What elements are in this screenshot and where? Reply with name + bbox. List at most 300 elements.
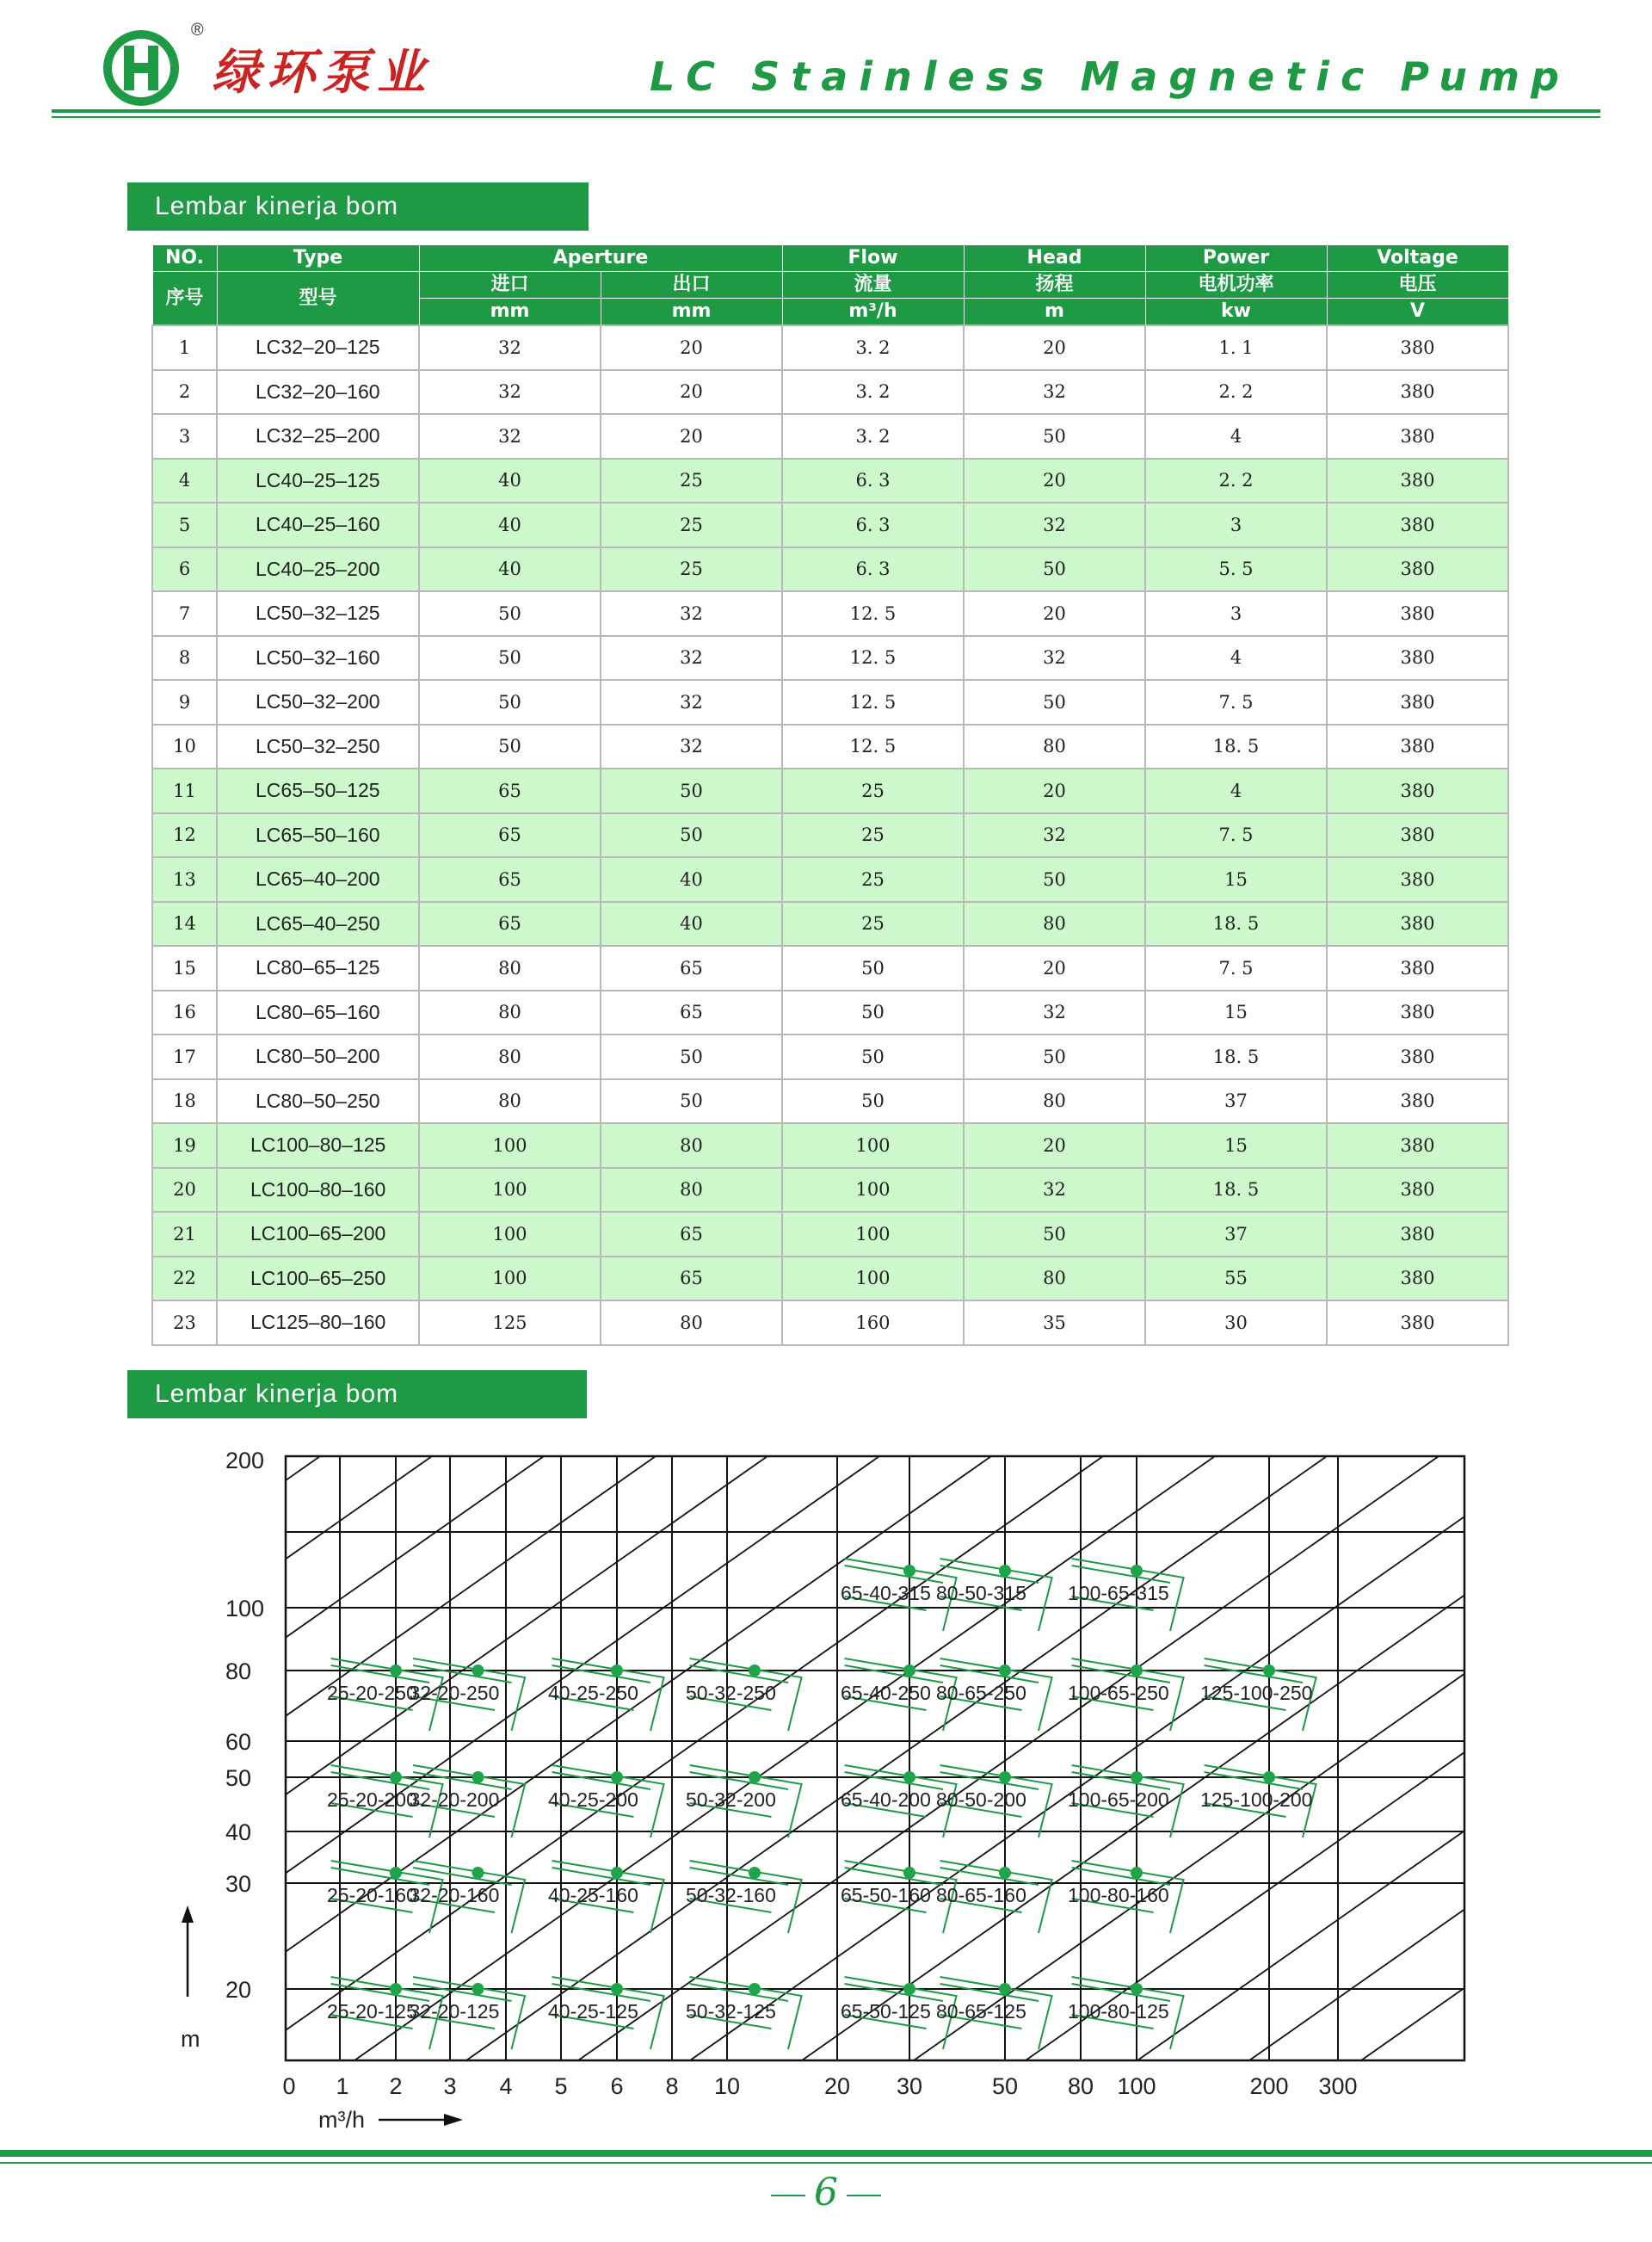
data-point [749,1771,761,1783]
table-row [152,591,1508,636]
cell-voltage: 380 [1327,680,1508,725]
cell-inlet: 65 [419,769,601,813]
table-body [152,325,1508,1345]
cell-no: 22 [152,1257,217,1301]
x-axis-ticks [282,2073,1357,2099]
table-row [152,414,1508,459]
cell-power: 55 [1145,1257,1327,1301]
data-point [999,1867,1011,1879]
cell-outlet: 20 [601,414,782,459]
cell-flow: 12. 5 [782,725,964,769]
cell-type: LC32–25–200 [217,414,419,459]
unit-inlet: mm [419,299,601,326]
cell-flow: 12. 5 [782,591,964,636]
table-row [152,459,1508,503]
cell-flow: 3. 2 [782,414,964,459]
cell-no: 2 [152,370,217,415]
cell-power: 15 [1145,991,1327,1035]
cell-head: 32 [964,370,1145,415]
point-label: 40-25-125 [548,2000,638,2023]
cell-no: 4 [152,459,217,503]
point-label: 80-50-315 [936,1582,1026,1604]
col-header-aperture: Aperture [419,245,782,272]
cell-flow: 50 [782,991,964,1035]
col-header-power: Power [1145,245,1327,272]
cell-type: LC100–80–125 [217,1123,419,1168]
cell-no: 21 [152,1212,217,1257]
point-label: 65-40-315 [841,1582,931,1604]
table-row [152,725,1508,769]
data-point [1263,1665,1275,1677]
y-tick-label: 30 [225,1871,252,1897]
brand-name-chinese: 绿环泵业 [212,44,432,101]
header-row-chinese [152,272,1508,299]
data-point [611,1771,623,1783]
x-tick-label: 30 [896,2073,923,2099]
y-tick-label: 40 [225,1819,252,1845]
point-label: 65-40-200 [841,1788,931,1811]
cell-outlet: 65 [601,1257,782,1301]
cell-flow: 160 [782,1300,964,1345]
point-label: 40-25-160 [548,1884,638,1906]
table-row [152,1212,1508,1257]
cell-head: 50 [964,547,1145,592]
data-point [903,1867,915,1879]
unit-voltage: V [1327,299,1508,326]
cell-no: 14 [152,902,217,947]
cell-type: LC80–65–125 [217,946,419,991]
y-tick-label: 100 [225,1596,265,1621]
x-tick-label: 100 [1117,2073,1156,2099]
cell-flow: 100 [782,1257,964,1301]
cell-flow: 6. 3 [782,459,964,503]
data-point [1131,1771,1143,1783]
col-header-flow-cn: 流量 [782,272,964,299]
x-tick-label: 5 [554,2073,568,2099]
cell-outlet: 50 [601,1035,782,1079]
col-header-power-cn: 电机功率 [1145,272,1327,299]
cell-voltage: 380 [1327,1035,1508,1079]
cell-inlet: 50 [419,636,601,681]
registered-mark: ® [191,21,204,40]
data-point [472,1771,484,1783]
cell-inlet: 65 [419,857,601,902]
point-label: 65-50-125 [841,2000,931,2023]
cell-voltage: 380 [1327,1257,1508,1301]
table-row [152,813,1508,858]
table-row [152,946,1508,991]
unit-power: kw [1145,299,1327,326]
col-header-flow: Flow [782,245,964,272]
data-point [1131,1565,1143,1577]
x-axis-label: m³/h [318,2107,365,2133]
cell-outlet: 20 [601,325,782,370]
cell-flow: 3. 2 [782,370,964,415]
col-header-voltage: Voltage [1327,245,1508,272]
cell-head: 80 [964,1257,1145,1301]
y-tick-label: 50 [225,1765,252,1791]
cell-flow: 100 [782,1123,964,1168]
cell-outlet: 25 [601,547,782,592]
data-point [472,1665,484,1677]
data-point [903,1771,915,1783]
cell-voltage: 380 [1327,1123,1508,1168]
cell-head: 20 [964,769,1145,813]
cell-inlet: 65 [419,813,601,858]
cell-outlet: 40 [601,857,782,902]
cell-power: 18. 5 [1145,902,1327,947]
cell-power: 4 [1145,769,1327,813]
cell-type: LC40–25–125 [217,459,419,503]
cell-type: LC50–32–200 [217,680,419,725]
cell-no: 1 [152,325,217,370]
cell-voltage: 380 [1327,902,1508,947]
point-label: 25-20-160 [327,1884,417,1906]
cell-inlet: 65 [419,902,601,947]
cell-inlet: 80 [419,1035,601,1079]
x-tick-label: 20 [823,2073,851,2099]
cell-type: LC80–50–200 [217,1035,419,1079]
cell-voltage: 380 [1327,370,1508,415]
table-row [152,1079,1508,1124]
table-row [152,769,1508,813]
cell-power: 3 [1145,503,1327,547]
point-label: 65-40-250 [841,1682,931,1704]
data-point [749,1983,761,1995]
cell-no: 12 [152,813,217,858]
col-header-inlet-cn: 进口 [419,272,601,299]
point-label: 50-32-125 [686,2000,776,2023]
point-label: 25-20-250 [327,1682,417,1704]
point-label: 50-32-250 [686,1682,776,1704]
cell-head: 20 [964,325,1145,370]
cell-no: 16 [152,991,217,1035]
cell-power: 30 [1145,1300,1327,1345]
cell-inlet: 32 [419,414,601,459]
cell-head: 20 [964,1123,1145,1168]
cell-voltage: 380 [1327,991,1508,1035]
cell-inlet: 100 [419,1257,601,1301]
point-label: 80-65-160 [936,1884,1026,1906]
data-point [611,1983,623,1995]
cell-type: LC65–50–125 [217,769,419,813]
table-row [152,370,1508,415]
cell-outlet: 80 [601,1300,782,1345]
cell-head: 50 [964,1035,1145,1079]
cell-inlet: 80 [419,1079,601,1124]
cell-head: 50 [964,857,1145,902]
cell-no: 3 [152,414,217,459]
cell-head: 50 [964,1212,1145,1257]
cell-voltage: 380 [1327,813,1508,858]
cell-head: 50 [964,680,1145,725]
cell-inlet: 32 [419,325,601,370]
x-tick-label: 1 [336,2073,349,2099]
data-point [390,1665,402,1677]
cell-inlet: 32 [419,370,601,415]
cell-no: 7 [152,591,217,636]
cell-power: 7. 5 [1145,813,1327,858]
cell-type: LC32–20–125 [217,325,419,370]
cell-head: 20 [964,591,1145,636]
point-label: 80-65-125 [936,2000,1026,2023]
data-point [1131,1665,1143,1677]
data-point [903,1665,915,1677]
x-tick-label: 80 [1067,2073,1094,2099]
cell-power: 7. 5 [1145,946,1327,991]
cell-voltage: 380 [1327,769,1508,813]
cell-voltage: 380 [1327,1168,1508,1213]
cell-inlet: 100 [419,1212,601,1257]
cell-power: 37 [1145,1079,1327,1124]
data-point [999,1983,1011,1995]
cell-head: 80 [964,725,1145,769]
cell-voltage: 380 [1327,547,1508,592]
cell-voltage: 380 [1327,857,1508,902]
cell-power: 18. 5 [1145,1168,1327,1213]
cell-type: LC65–50–160 [217,813,419,858]
x-tick-label: 4 [499,2073,513,2099]
cell-no: 6 [152,547,217,592]
table-row [152,857,1508,902]
section-title-chart: Lembar kinerja bom [127,1370,587,1418]
cell-flow: 50 [782,1079,964,1124]
cell-outlet: 25 [601,459,782,503]
performance-table [151,244,1509,1346]
cell-type: LC50–32–160 [217,636,419,681]
x-tick-label: 8 [665,2073,679,2099]
y-tick-label: 60 [225,1729,252,1755]
cell-power: 1. 1 [1145,325,1327,370]
data-point [903,1565,915,1577]
x-tick-label: 50 [991,2073,1019,2099]
point-label: 125-100-250 [1200,1682,1313,1704]
x-tick-label: 300 [1318,2073,1358,2099]
cell-type: LC50–32–125 [217,591,419,636]
cell-head: 32 [964,636,1145,681]
performance-chart [0,1411,1652,2152]
cell-type: LC65–40–200 [217,857,419,902]
cell-power: 15 [1145,857,1327,902]
cell-head: 20 [964,946,1145,991]
cell-outlet: 25 [601,503,782,547]
cell-no: 18 [152,1079,217,1124]
cell-inlet: 100 [419,1168,601,1213]
cell-flow: 50 [782,1035,964,1079]
col-header-head: Head [964,245,1145,272]
y-tick-label: 80 [225,1658,252,1684]
col-header-outlet-cn: 出口 [601,272,782,299]
footer-divider-thin [0,2162,1652,2164]
cell-type: LC100–65–200 [217,1212,419,1257]
cell-head: 32 [964,1168,1145,1213]
table-row [152,1168,1508,1213]
col-header-no-cn: 序号 [152,272,217,326]
cell-outlet: 65 [601,946,782,991]
cell-outlet: 50 [601,1079,782,1124]
point-label: 80-65-250 [936,1682,1026,1704]
point-label: 32-20-160 [409,1884,500,1906]
point-label: 100-65-200 [1068,1788,1169,1811]
cell-inlet: 40 [419,503,601,547]
data-point [749,1665,761,1677]
y-tick-label: 200 [225,1448,265,1473]
point-label: 100-80-160 [1068,1884,1169,1906]
cell-type: LC50–32–250 [217,725,419,769]
cell-type: LC40–25–160 [217,503,419,547]
data-point [611,1867,623,1879]
point-label: 25-20-200 [327,1788,417,1811]
data-point [390,1867,402,1879]
cell-outlet: 40 [601,902,782,947]
cell-inlet: 125 [419,1300,601,1345]
page-number-text: 6 [814,2171,838,2214]
data-point [903,1983,915,1995]
cell-outlet: 80 [601,1168,782,1213]
point-label: 25-20-125 [327,2000,417,2023]
cell-power: 2. 2 [1145,459,1327,503]
point-label: 32-20-250 [409,1682,500,1704]
cell-type: LC80–50–250 [217,1079,419,1124]
cell-type: LC100–65–250 [217,1257,419,1301]
cell-inlet: 80 [419,946,601,991]
cell-voltage: 380 [1327,591,1508,636]
table-row [152,680,1508,725]
cell-type: LC65–40–250 [217,902,419,947]
cell-flow: 6. 3 [782,547,964,592]
cell-flow: 12. 5 [782,636,964,681]
col-header-head-cn: 扬程 [964,272,1145,299]
cell-flow: 6. 3 [782,503,964,547]
cell-head: 80 [964,902,1145,947]
data-point [1131,1867,1143,1879]
chart-grid [286,1456,1464,2060]
point-label: 100-65-315 [1068,1582,1169,1604]
point-label: 125-100-200 [1200,1788,1313,1811]
cell-inlet: 50 [419,591,601,636]
x-tick-label: 200 [1249,2073,1289,2099]
table-row [152,636,1508,681]
point-label: 32-20-125 [409,2000,500,2023]
cell-power: 4 [1145,636,1327,681]
cell-no: 15 [152,946,217,991]
cell-outlet: 20 [601,370,782,415]
unit-flow: m³/h [782,299,964,326]
cell-type: LC32–20–160 [217,370,419,415]
table-row [152,325,1508,370]
cell-inlet: 40 [419,459,601,503]
cell-flow: 25 [782,857,964,902]
cell-outlet: 32 [601,636,782,681]
cell-voltage: 380 [1327,1079,1508,1124]
point-label: 32-20-200 [409,1788,500,1811]
cell-power: 18. 5 [1145,725,1327,769]
y-axis-ticks [225,1448,264,2003]
header-divider [52,109,1600,113]
cell-outlet: 50 [601,769,782,813]
point-label: 100-80-125 [1068,2000,1169,2023]
cell-no: 11 [152,769,217,813]
unit-head: m [964,299,1145,326]
cell-voltage: 380 [1327,725,1508,769]
cell-no: 9 [152,680,217,725]
cell-outlet: 32 [601,591,782,636]
cell-voltage: 380 [1327,946,1508,991]
cell-voltage: 380 [1327,636,1508,681]
point-label: 50-32-160 [686,1884,776,1906]
cell-no: 8 [152,636,217,681]
cell-no: 5 [152,503,217,547]
table-row [152,991,1508,1035]
data-point [1131,1983,1143,1995]
cell-flow: 100 [782,1212,964,1257]
cell-outlet: 65 [601,991,782,1035]
table-row [152,902,1508,947]
cell-inlet: 50 [419,680,601,725]
cell-head: 20 [964,459,1145,503]
cell-voltage: 380 [1327,1300,1508,1345]
header-row-english [152,245,1508,272]
cell-outlet: 65 [601,1212,782,1257]
x-tick-label: 0 [282,2073,296,2099]
cell-no: 19 [152,1123,217,1168]
page-number [757,2171,895,2214]
cell-flow: 12. 5 [782,680,964,725]
table-row [152,1035,1508,1079]
chart-diagonals [0,1456,1652,2060]
x-tick-label: 3 [443,2073,457,2099]
cell-power: 5. 5 [1145,547,1327,592]
cell-flow: 25 [782,769,964,813]
cell-outlet: 32 [601,680,782,725]
cell-voltage: 380 [1327,325,1508,370]
data-point [999,1665,1011,1677]
table-row [152,1300,1508,1345]
cell-outlet: 80 [601,1123,782,1168]
cell-flow: 25 [782,813,964,858]
cell-flow: 25 [782,902,964,947]
cell-no: 10 [152,725,217,769]
point-label: 50-32-200 [686,1788,776,1811]
cell-type: LC40–25–200 [217,547,419,592]
cell-type: LC100–80–160 [217,1168,419,1213]
cell-type: LC125–80–160 [217,1300,419,1345]
y-axis-label: m [181,2026,200,2052]
cell-head: 50 [964,414,1145,459]
cell-head: 35 [964,1300,1145,1345]
data-point [611,1665,623,1677]
data-point [472,1867,484,1879]
cell-voltage: 380 [1327,414,1508,459]
cell-power: 3 [1145,591,1327,636]
x-tick-label: 10 [713,2073,741,2099]
footer-divider [0,2150,1652,2157]
company-logo-icon [102,28,181,108]
cell-power: 7. 5 [1145,680,1327,725]
cell-type: LC80–65–160 [217,991,419,1035]
cell-inlet: 40 [419,547,601,592]
data-point [390,1983,402,1995]
col-header-voltage-cn: 电压 [1327,272,1508,299]
section-title-table: Lembar kinerja bom [127,182,589,231]
point-label: 100-65-250 [1068,1682,1169,1704]
table-row [152,503,1508,547]
x-tick-label: 2 [389,2073,403,2099]
cell-power: 2. 2 [1145,370,1327,415]
col-header-type-cn: 型号 [217,272,419,326]
cell-head: 32 [964,813,1145,858]
cell-inlet: 80 [419,991,601,1035]
